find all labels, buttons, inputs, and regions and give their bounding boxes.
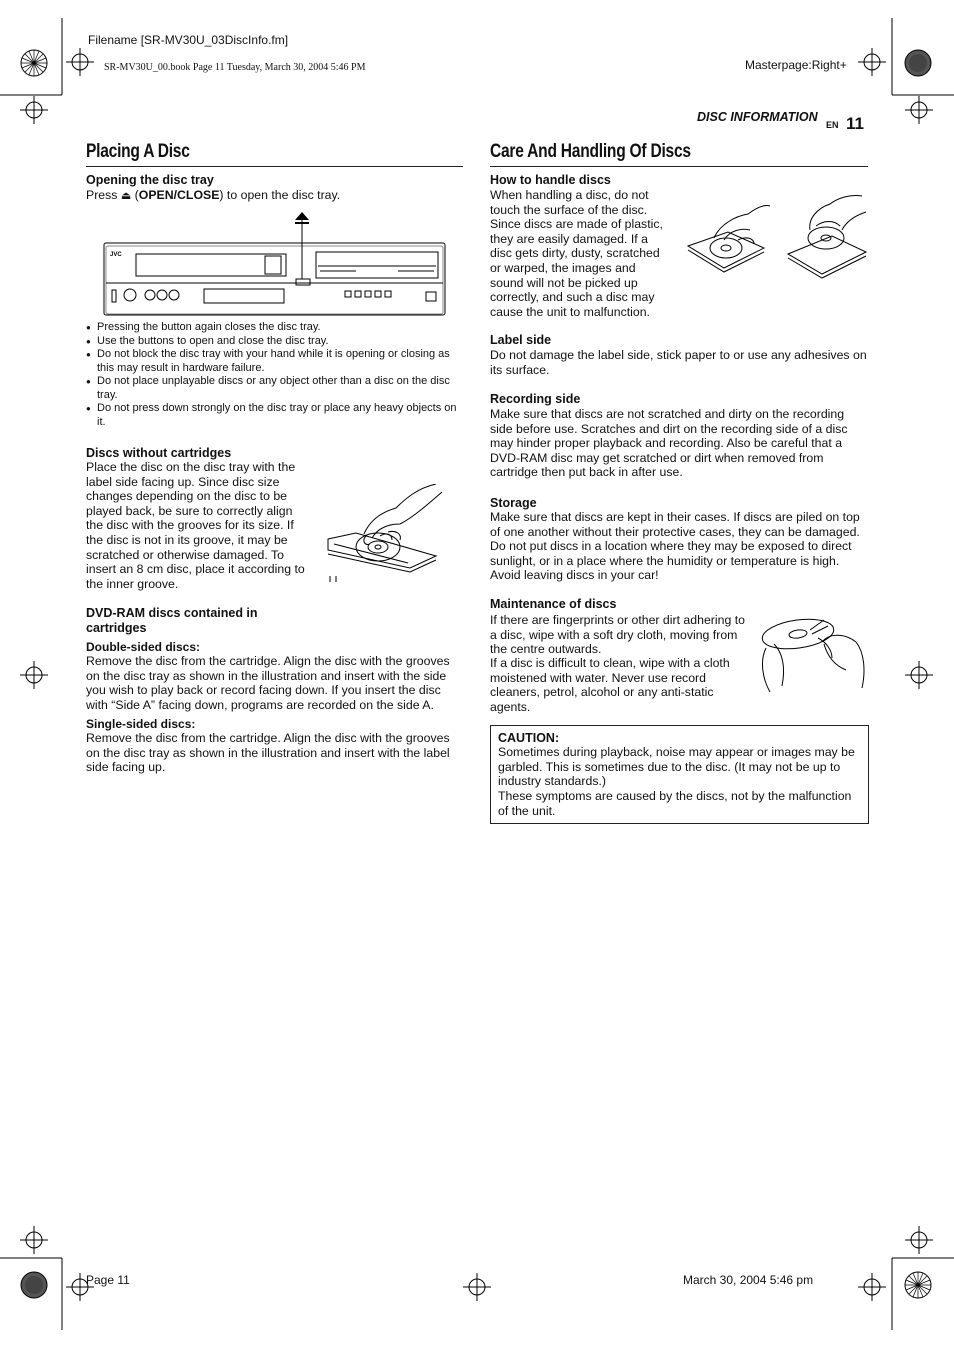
page-number: 11 bbox=[846, 114, 864, 133]
registration-target-icon bbox=[905, 96, 933, 124]
registration-target-icon bbox=[20, 96, 48, 124]
handling-disc-illustration bbox=[684, 190, 870, 282]
caution-heading: CAUTION: bbox=[498, 731, 560, 745]
book-info-line: SR-MV30U_00.book Page 11 Tuesday, March 30, 2004 5:46 PM bbox=[104, 62, 366, 73]
title-rule bbox=[490, 166, 868, 167]
section-title-care: Care And Handling Of Discs bbox=[490, 141, 691, 162]
running-head bbox=[690, 110, 870, 134]
how-to-handle-text: When handling a disc, do not touch the surface of the disc. Since discs are made of plastic, they are easily damaged. If a disc gets dirty, dusty, scratched or warped, the images and sound will not be picked up correctly, and such a disc may cause the unit to malfunction. bbox=[490, 188, 663, 319]
filename-label: Filename [SR-MV30U_03DiscInfo.fm] bbox=[88, 33, 289, 47]
list-item: ● Pressing the button again closes the disc tray. bbox=[86, 321, 466, 335]
registration-target-icon bbox=[463, 1273, 491, 1301]
subheading-how-to-handle: How to handle discs bbox=[490, 173, 611, 187]
language-label: EN bbox=[826, 120, 839, 130]
double-sided-text: Remove the disc from the cartridge. Align the disc with the grooves on the disc tray as shown in the illustration and insert with the side you wish to play back or record facing down. If you insert the disc with “Side A” facing down, programs are recorded on the side A. bbox=[86, 654, 450, 712]
subheading-opening: Opening the disc tray bbox=[86, 173, 214, 187]
print-wheel-icon bbox=[20, 49, 48, 77]
caution-box bbox=[490, 725, 869, 824]
registration-target-icon bbox=[20, 661, 48, 689]
registration-target-icon bbox=[20, 1226, 48, 1254]
opening-instruction: Press ⏏ (OPEN/CLOSE) to open the disc tray. bbox=[86, 188, 341, 202]
section-title-placing: Placing A Disc bbox=[86, 141, 190, 162]
tray-notes-list bbox=[86, 321, 466, 429]
print-wheel-icon bbox=[904, 49, 932, 77]
list-item: ● Do not block the disc tray with your hand while it is opening or closing as this may result in hardware failure. bbox=[86, 348, 466, 375]
registration-target-icon bbox=[858, 1273, 886, 1301]
title-rule bbox=[86, 166, 463, 167]
subheading-recording-side: Recording side bbox=[490, 392, 581, 406]
maintenance-text-1: If there are fingerprints or other dirt adhering to a disc, wipe with a soft dry cloth, moving from the centre outwards. bbox=[490, 613, 745, 657]
storage-text: Make sure that discs are kept in their cases. If discs are piled on top of one another without their protective cases, they can be damaged. Do not put discs in a location where they may be exposed to direct sunlight, or in a place where the humidity or temperature is high. Avoid leaving discs in your car! bbox=[490, 510, 860, 583]
footer-page: Page 11 bbox=[86, 1273, 130, 1287]
device-brand-label: JVC bbox=[110, 252, 122, 258]
footer-date: March 30, 2004 5:46 pm bbox=[683, 1273, 814, 1287]
subheading-double-sided: Double-sided discs: bbox=[86, 640, 201, 654]
registration-target-icon bbox=[858, 48, 886, 76]
registration-target-icon bbox=[905, 661, 933, 689]
section-label: DISC INFORMATION bbox=[697, 110, 818, 124]
subheading-label-side: Label side bbox=[490, 333, 552, 347]
subheading-dvdram: DVD-RAM discs contained in cartridges bbox=[86, 606, 258, 635]
subheading-maintenance: Maintenance of discs bbox=[490, 597, 617, 611]
without-cartridges-text: Place the disc on the disc tray with the label side facing up. Since disc size changes depending on the disc to be played back, be sure to correctly align the disc with the grooves for its size. If the disc is not in its groove, it may be scratched or otherwise damaged. To insert an 8 cm disc, place it according to the inner groove. bbox=[86, 460, 305, 591]
wiping-disc-illustration bbox=[752, 612, 870, 696]
subheading-without-cartridges: Discs without cartridges bbox=[86, 446, 232, 460]
print-wheel-icon bbox=[904, 1271, 932, 1299]
recording-side-text: Make sure that discs are not scratched and dirty on the recording side before use. Scratches and dirt on the recording side of a disc may hinder proper playback and recording. Also be careful that a DVD-RAM disc may get scratched or dirt when removed from cartridge then put back in after use. bbox=[490, 407, 848, 480]
registration-target-icon bbox=[905, 1226, 933, 1254]
masterpage-label: Masterpage:Right+ bbox=[745, 58, 847, 72]
dvd-recorder-illustration bbox=[100, 210, 450, 320]
list-item: ● Do not place unplayable discs or any object other than a disc on the disc tray. bbox=[86, 375, 466, 402]
eject-icon: ⏏ bbox=[120, 190, 132, 202]
label-side-text: Do not damage the label side, stick paper to or use any adhesives on its surface. bbox=[490, 348, 867, 377]
print-wheel-icon bbox=[20, 1271, 48, 1299]
subheading-storage: Storage bbox=[490, 496, 537, 510]
list-item: ● Do not press down strongly on the disc tray or place any heavy objects on it. bbox=[86, 402, 466, 429]
single-sided-text: Remove the disc from the cartridge. Align the disc with the grooves on the disc tray as shown in the illustration and insert with the label side facing up. bbox=[86, 731, 450, 775]
caution-text-2: These symptoms are caused by the discs, not by the malfunction of the unit. bbox=[498, 789, 852, 818]
caution-text-1: Sometimes during playback, noise may appear or images may be garbled. This is sometimes due to the disc. (It may not be up to industry standards.) bbox=[498, 745, 855, 789]
list-item: ● Use the buttons to open and close the disc tray. bbox=[86, 335, 466, 349]
disc-tray-hand-illustration bbox=[326, 484, 446, 588]
subheading-single-sided: Single-sided discs: bbox=[86, 717, 196, 731]
registration-target-icon bbox=[66, 48, 94, 76]
maintenance-text-2: If a disc is difficult to clean, wipe with a cloth moistened with water. Never use record cleaners, petrol, alcohol or any anti-static agents. bbox=[490, 656, 730, 714]
